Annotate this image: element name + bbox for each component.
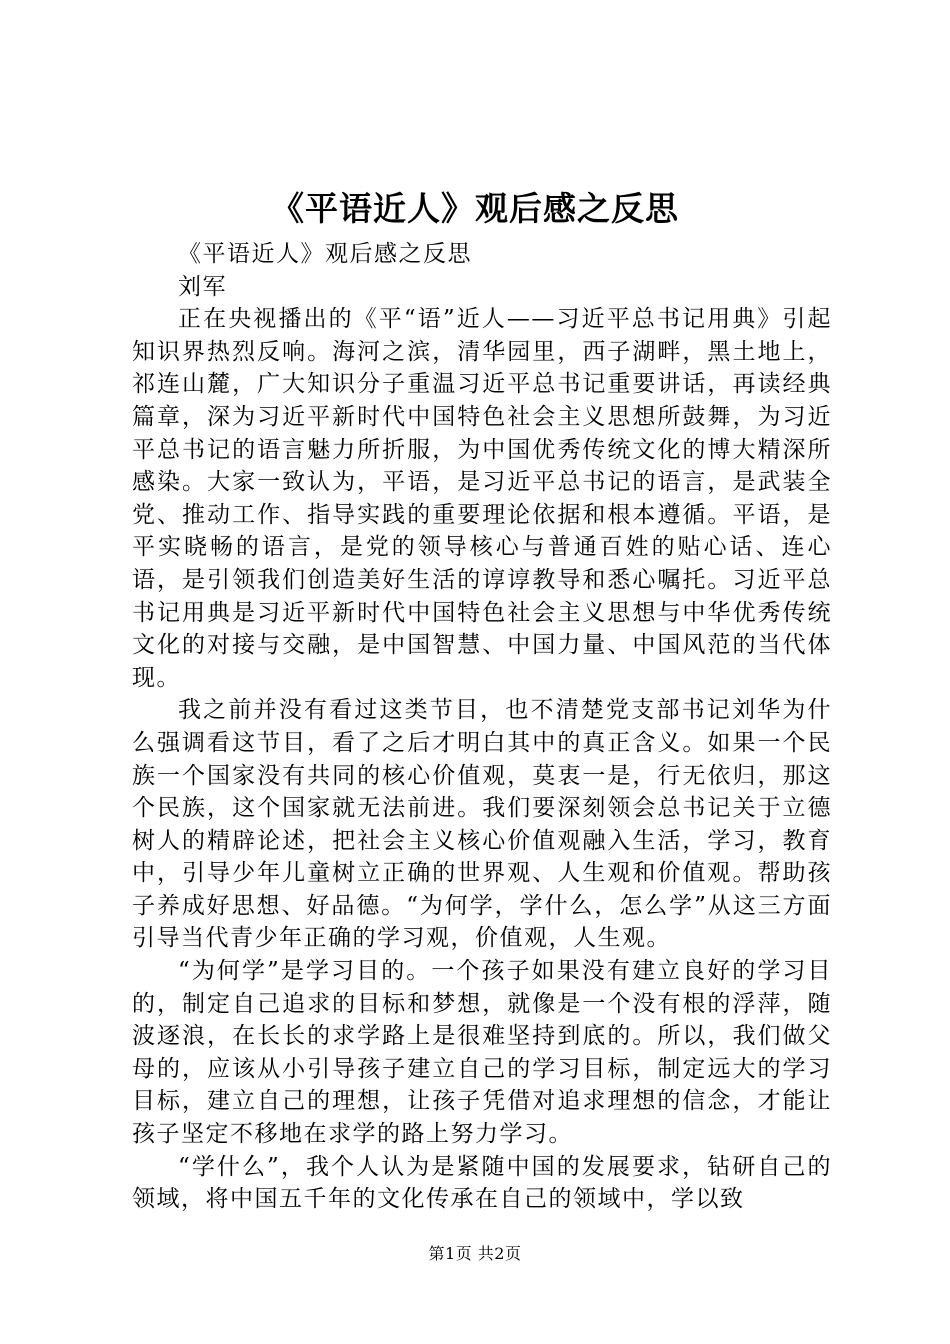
document-body <box>132 238 832 1216</box>
page-footer: 第1页 共2页 <box>428 1244 522 1263</box>
body-paragraph: 正在央视播出的《平“语”近人——习近平总书记用典》引起知识界热烈反响。海河之滨，清华园里，西子湖畔，黑土地上，祁连山麓，广大知识分子重温习近平总书记重要讲话，再读经典篇章，深为习近平新时代中国特色社会主义思想所鼓舞，为习近平总书记的语言魅力所折服，为中国优秀传统文化的博大精深所感染。大家一致认为，平语，是习近平总书记的语言，是武装全党、推动工作、指导实践的重要理论依据和根本遵循。平语，是平实晓畅的语言，是党的领导核心与普通百姓的贴心话、连心语，是引领我们创造美好生活的谆谆教导和悉心嘱托。习近平总书记用典是习近平新时代中国特色社会主义思想与中华优秀传统文化的对接与交融，是中国智慧、中国力量、中国风范的当代体现。 <box>132 306 832 691</box>
document-title: 《平语近人》观后感之反思 <box>271 189 679 228</box>
document-subtitle: 《平语近人》观后感之反思 <box>178 241 472 267</box>
body-paragraph: 我之前并没有看过这类节目，也不清楚党支部书记刘华为什么强调看这节目，看了之后才明白其中的真正含义。如果一个民族一个国家没有共同的核心价值观，莫衷一是，行无依归，那这个民族，这个国家就无法前进。我们要深刻领会总书记关于立德树人的精辟论述，把社会主义核心价值观融入生活，学习，教育中，引导少年儿童树立正确的世界观、人生观和价值观。帮助孩子养成好思想、好品德。“为何学，学什么，怎么学”从这三方面引导当代青少年正确的学习观，价值观，人生观。 <box>132 697 832 952</box>
document-author: 刘军 <box>178 273 227 300</box>
body-paragraph: “学什么”，我个人认为是紧随中国的发展要求，钻研自己的领域，将中国五千年的文化传承在自己的领域中，学以致 <box>132 1153 832 1213</box>
body-paragraph: “为何学”是学习目的。一个孩子如果没有建立良好的学习目的，制定自己追求的目标和梦想，就像是一个没有根的浮萍，随波逐浪，在长长的求学路上是很难坚持到底的。所以，我们做父母的，应该从小引导孩子建立自己的学习目标，制定远大的学习目标，建立自己的理想，让孩子凭借对追求理想的信念，才能让孩子坚定不移地在求学的路上努力学习。 <box>132 958 832 1148</box>
